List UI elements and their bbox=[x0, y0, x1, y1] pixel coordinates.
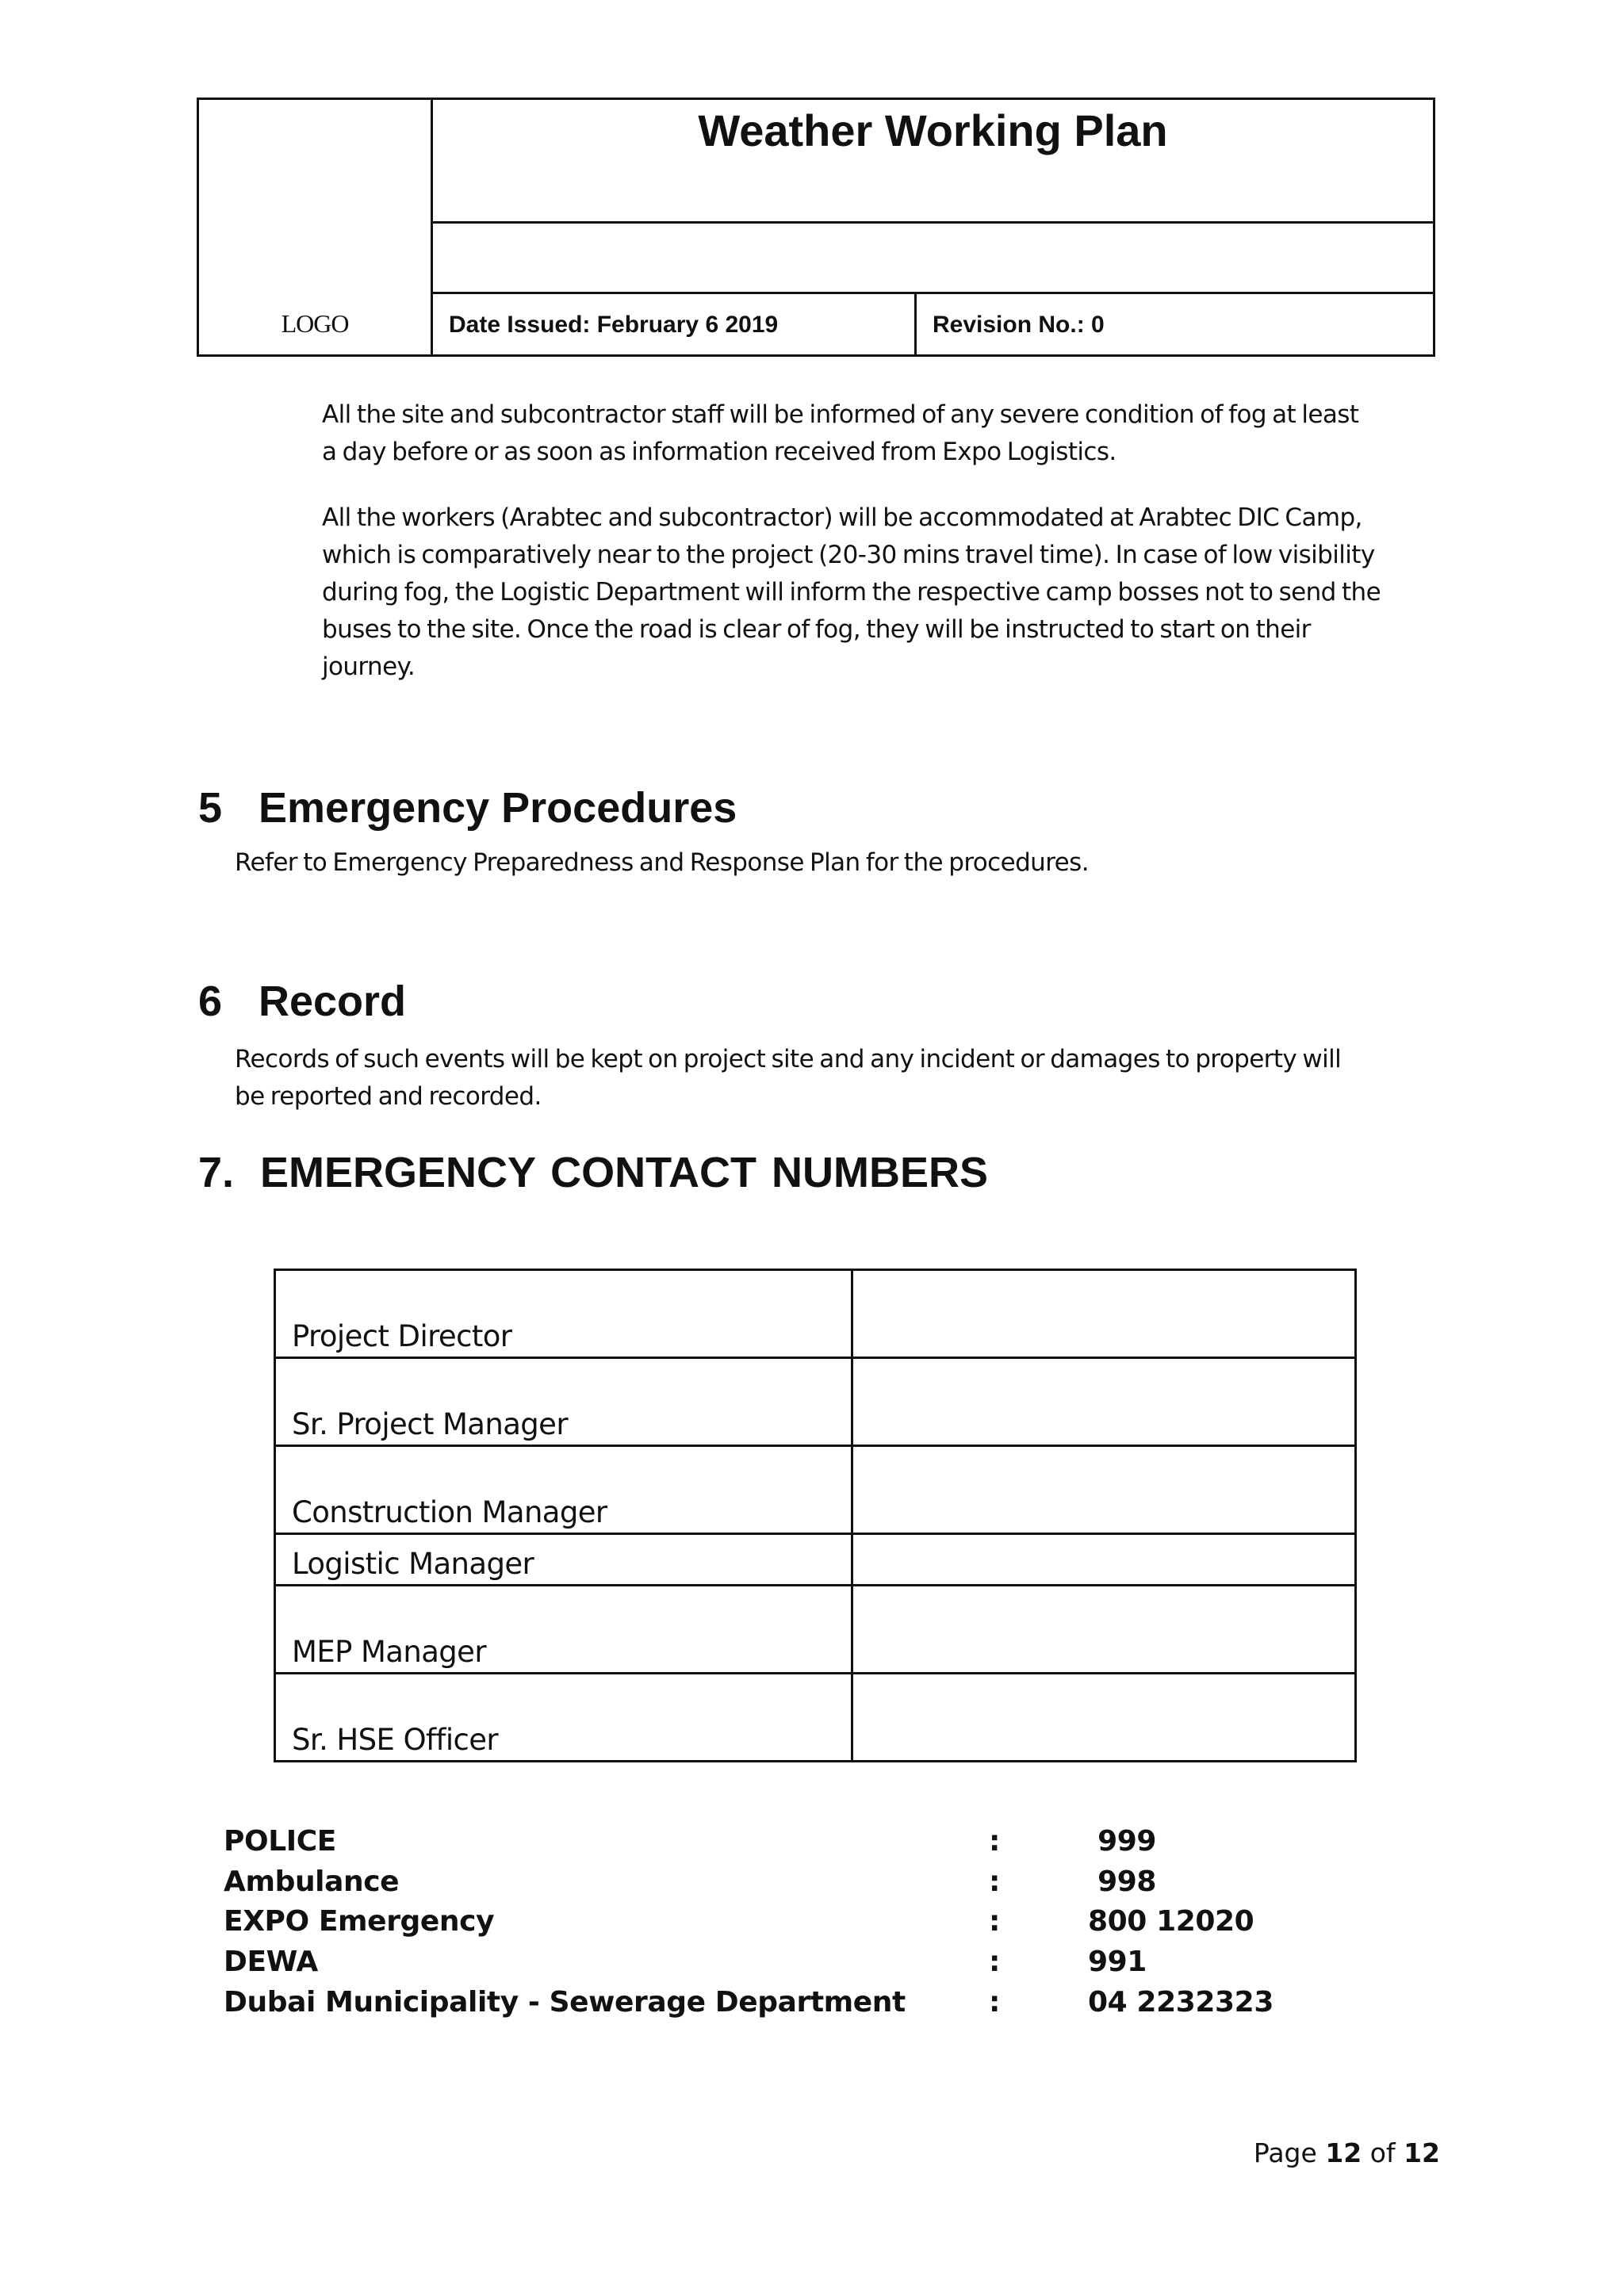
paragraph-line: journey. bbox=[322, 652, 416, 681]
paragraph-line: a day before or as soon as information received from Expo Logistics. bbox=[322, 438, 1116, 466]
contact-value bbox=[852, 1270, 1355, 1358]
contact-value bbox=[852, 1674, 1355, 1762]
paragraph-line: Records of such events will be kept on project site and any incident or damages to property will bbox=[235, 1045, 1342, 1073]
table-row bbox=[275, 1586, 1356, 1674]
contact-role: MEP Manager bbox=[275, 1586, 852, 1674]
contact-value bbox=[852, 1586, 1355, 1674]
date-issued-cell bbox=[433, 294, 917, 354]
contact-value bbox=[852, 1534, 1355, 1586]
page-word: Page bbox=[1253, 2137, 1317, 2168]
page-total: 12 bbox=[1404, 2137, 1440, 2168]
section-title: Record bbox=[259, 978, 407, 1025]
contact-value bbox=[852, 1358, 1355, 1446]
paragraph-line: which is comparatively near to the project (20-30 mins travel time). In case of low visibility bbox=[322, 541, 1375, 569]
document-header-table bbox=[197, 98, 1435, 357]
section-heading-emergency-contacts bbox=[198, 1148, 988, 1197]
intro-paragraph-1 bbox=[322, 396, 1358, 471]
section-title: Emergency Procedures bbox=[259, 784, 737, 832]
table-row bbox=[275, 1270, 1356, 1358]
title-cell bbox=[433, 100, 1433, 224]
page-number-footer bbox=[1254, 2137, 1440, 2168]
emergency-number: 991 bbox=[1088, 1946, 1147, 1978]
table-row bbox=[275, 1674, 1356, 1762]
section-heading-emergency-procedures bbox=[198, 783, 737, 832]
paragraph-line: All the site and subcontractor staff will be informed of any severe condition of fog at least bbox=[322, 400, 1359, 429]
emergency-name: EXPO Emergency bbox=[224, 1905, 495, 1938]
revision-cell bbox=[917, 294, 1433, 354]
contact-role: Construction Manager bbox=[275, 1446, 852, 1534]
section-body-emergency-procedures bbox=[235, 844, 1089, 882]
of-word: of bbox=[1369, 2137, 1396, 2168]
page-current: 12 bbox=[1325, 2137, 1362, 2168]
contact-role: Logistic Manager bbox=[275, 1534, 852, 1586]
emergency-name: DEWA bbox=[224, 1946, 318, 1978]
emergency-number: 999 bbox=[1088, 1825, 1157, 1858]
table-row bbox=[275, 1534, 1356, 1586]
emergency-name: POLICE bbox=[224, 1825, 336, 1858]
section-heading-record bbox=[198, 977, 406, 1026]
section-number: 6 bbox=[198, 978, 223, 1025]
table-row bbox=[275, 1446, 1356, 1534]
emergency-name: Dubai Municipality - Sewerage Department bbox=[224, 1986, 906, 2019]
section-number: 7. bbox=[198, 1149, 235, 1196]
emergency-number: 998 bbox=[1088, 1866, 1157, 1898]
section-body-record bbox=[235, 1041, 1341, 1115]
emergency-separator: : bbox=[989, 1905, 1000, 1938]
document-title: Weather Working Plan bbox=[698, 105, 1168, 155]
contact-role: Project Director bbox=[275, 1270, 852, 1358]
logo-placeholder: LOGO bbox=[281, 309, 349, 338]
intro-paragraph-2 bbox=[322, 499, 1381, 686]
contacts-table bbox=[274, 1269, 1357, 1762]
emergency-separator: : bbox=[989, 1946, 1000, 1978]
emergency-number: 800 12020 bbox=[1088, 1905, 1254, 1938]
emergency-name: Ambulance bbox=[224, 1866, 400, 1898]
paragraph-line: All the workers (Arabtec and subcontractor) will be accommodated at Arabtec DIC Camp, bbox=[322, 503, 1362, 532]
paragraph-line: buses to the site. Once the road is clear of fog, they will be instructed to start on their bbox=[322, 615, 1311, 644]
emergency-separator: : bbox=[989, 1825, 1000, 1858]
section-title: EMERGENCY CONTACT NUMBERS bbox=[260, 1149, 989, 1196]
emergency-separator: : bbox=[989, 1866, 1000, 1898]
contact-value bbox=[852, 1446, 1355, 1534]
date-issued: Date Issued: February 6 2019 bbox=[449, 312, 779, 338]
emergency-separator: : bbox=[989, 1986, 1000, 2019]
contact-role: Sr. Project Manager bbox=[275, 1358, 852, 1446]
revision-number: Revision No.: 0 bbox=[933, 312, 1105, 338]
logo-cell bbox=[199, 100, 433, 354]
contact-role: Sr. HSE Officer bbox=[275, 1674, 852, 1762]
paragraph-line: Refer to Emergency Preparedness and Response Plan for the procedures. bbox=[235, 848, 1089, 877]
subtitle-cell bbox=[433, 224, 1433, 294]
emergency-number: 04 2232323 bbox=[1088, 1986, 1274, 2019]
section-number: 5 bbox=[198, 784, 223, 832]
paragraph-line: during fog, the Logistic Department will inform the respective camp bosses not to send the bbox=[322, 578, 1381, 607]
paragraph-line: be reported and recorded. bbox=[235, 1082, 542, 1111]
table-row bbox=[275, 1358, 1356, 1446]
